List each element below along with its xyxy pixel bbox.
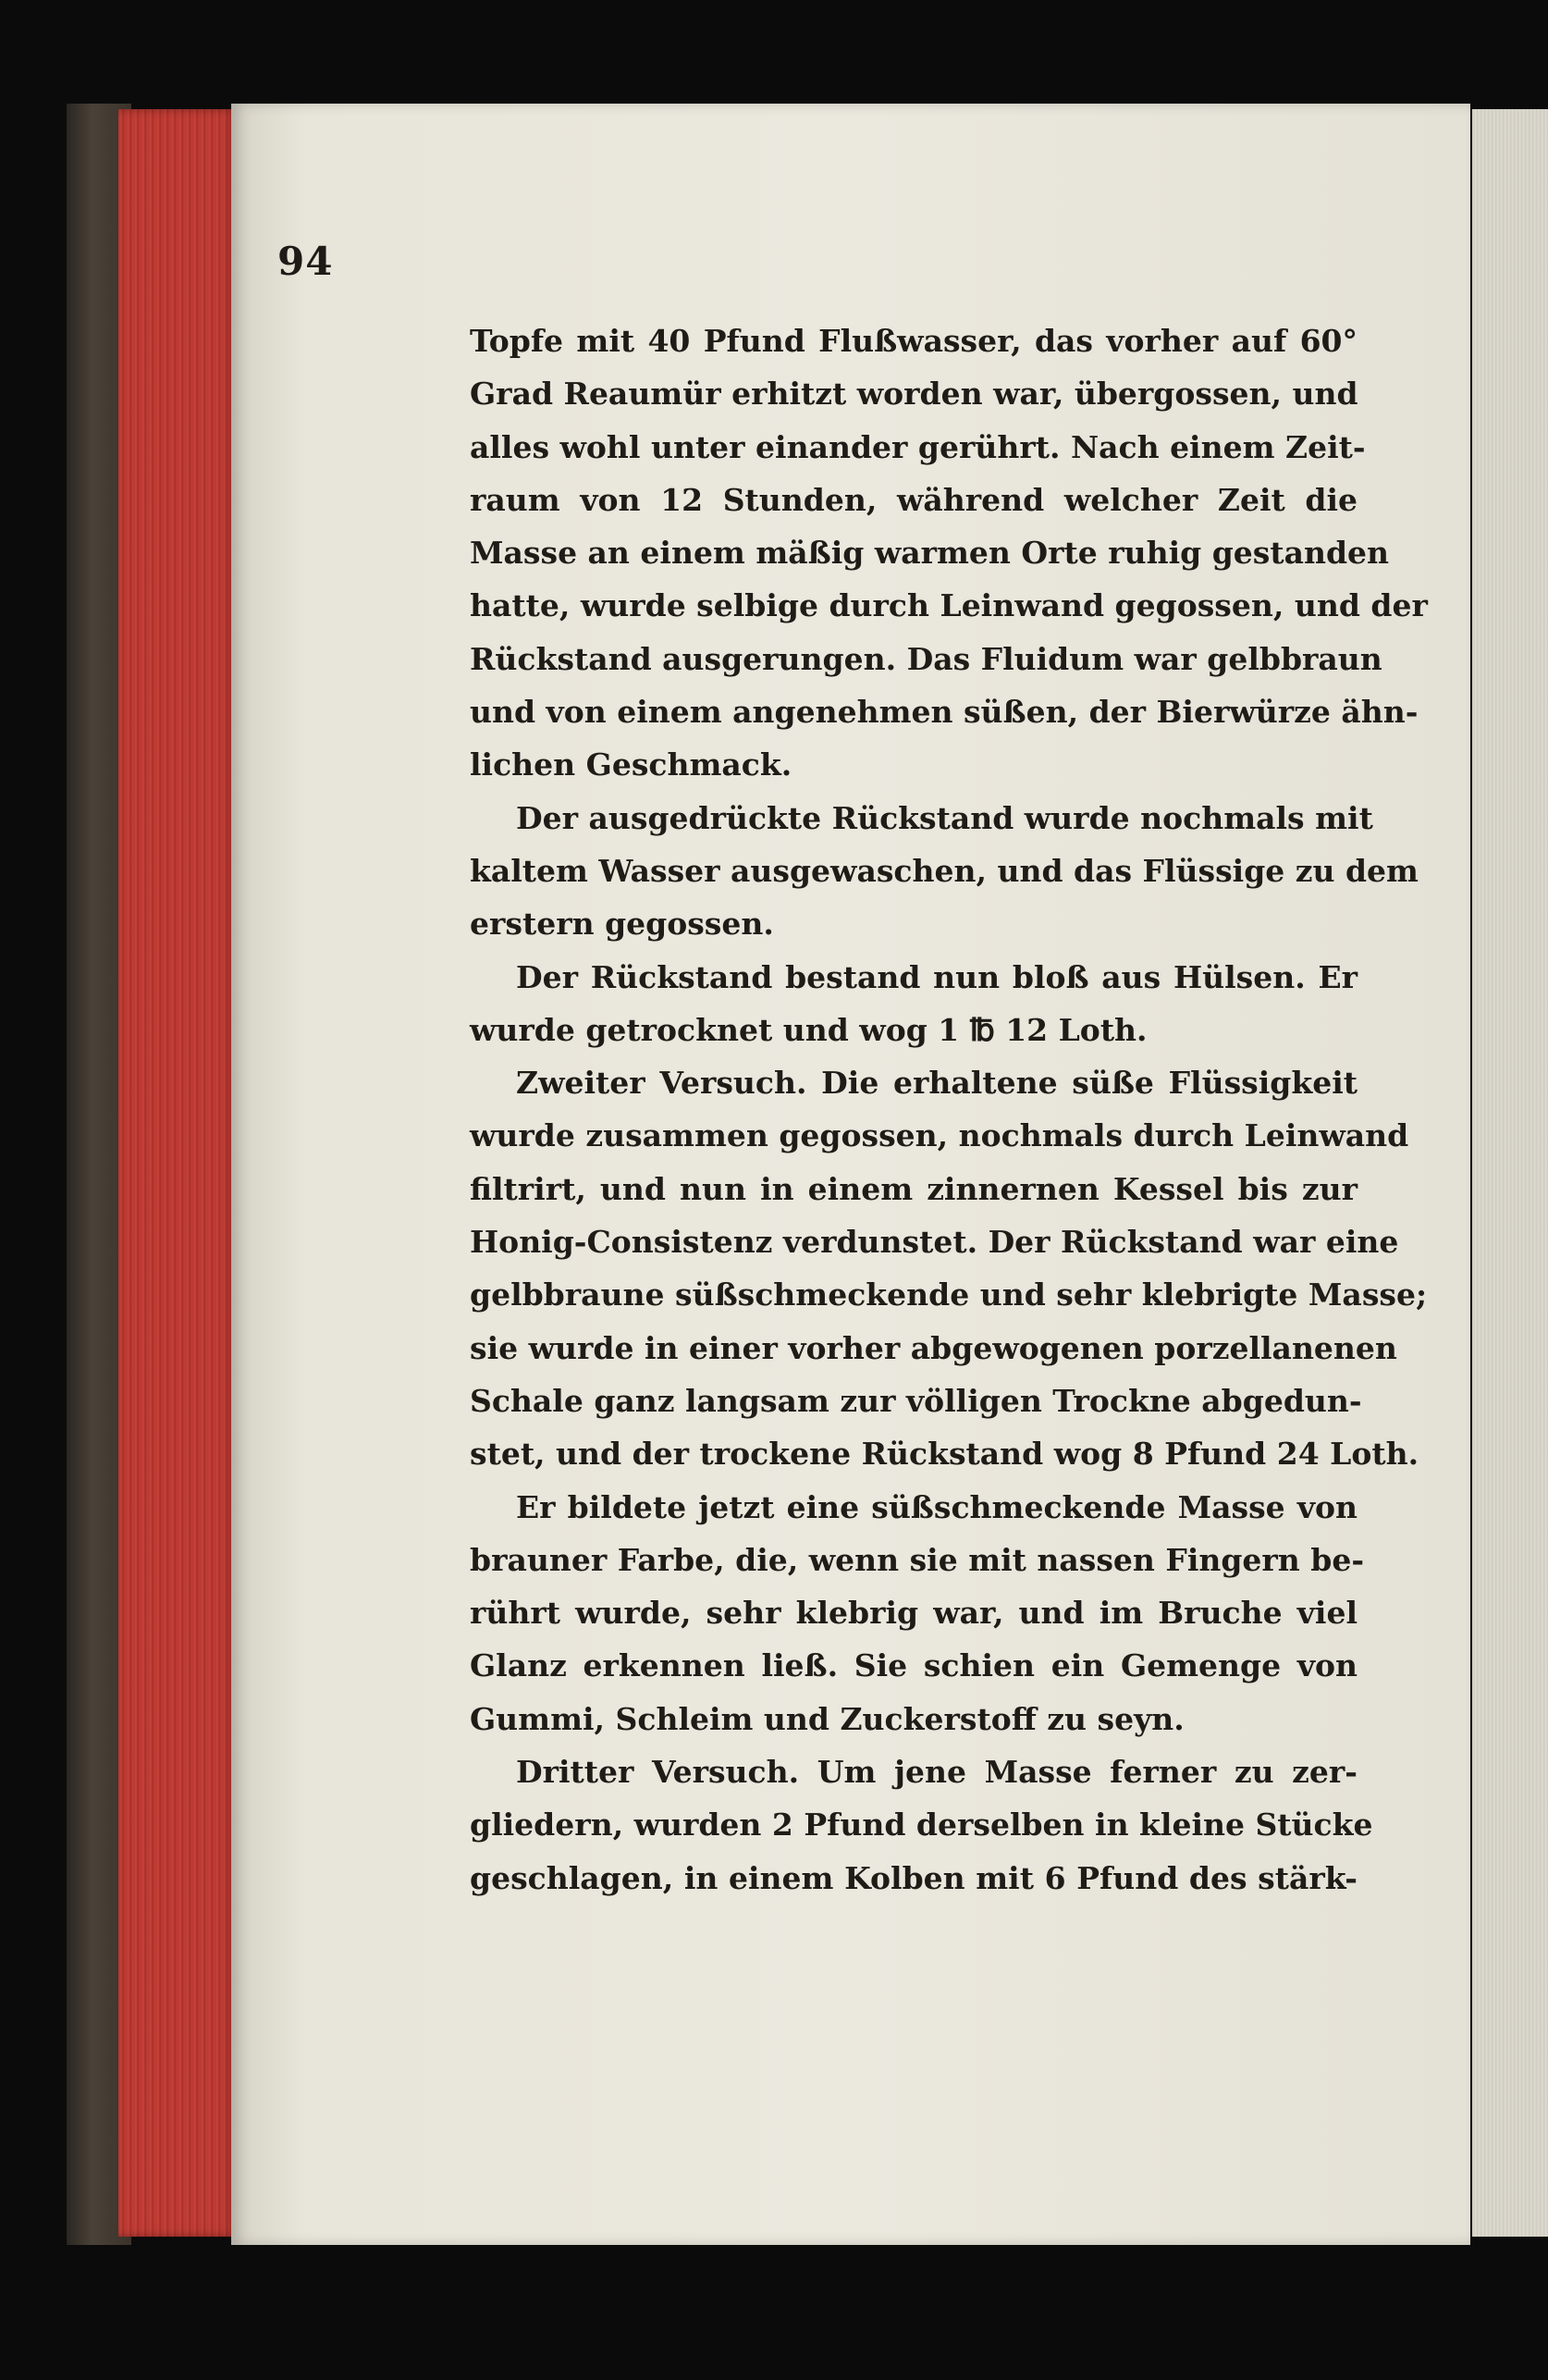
text-line: stet, und der trockene Rückstand wog 8 Pfund 24 Loth.: [470, 1436, 1419, 1473]
text-line: lichen Geschmack.: [470, 746, 792, 783]
text-line: wurde zusammen gegossen, nochmals durch Leinwand: [470, 1117, 1409, 1154]
red-page-edges: [118, 109, 237, 2237]
page-text: [470, 314, 1428, 1905]
page-number: 94: [277, 239, 334, 284]
text-line: Schale ganz langsam zur völligen Trockne abgedun-: [470, 1382, 1362, 1419]
text-line: Grad Reaumür erhitzt worden war, übergossen, und: [470, 376, 1358, 413]
text-line: Honig-Consistenz verdunstet. Der Rückstand war eine: [470, 1224, 1399, 1261]
text-line: raum von 12 Stunden, während welcher Zeit die: [470, 481, 1358, 518]
text-line: Der Rückstand bestand nun bloß aus Hülsen. Er: [516, 958, 1358, 995]
text-line: Topfe mit 40 Pfund Flußwasser, das vorher auf 60°: [470, 323, 1358, 359]
text-line: Masse an einem mäßig warmen Orte ruhig gestanden: [470, 535, 1390, 572]
text-line: hatte, wurde selbige durch Leinwand gegossen, und der: [470, 587, 1428, 624]
text-line: brauner Farbe, die, wenn sie mit nassen Fingern be-: [470, 1541, 1365, 1578]
text-line: alles wohl unter einander gerührt. Nach einem Zeit-: [470, 428, 1366, 465]
text-line: Glanz erkennen ließ. Sie schien ein Gemenge von: [470, 1647, 1358, 1684]
text-line: Der ausgedrückte Rückstand wurde nochmals mit: [516, 799, 1373, 836]
page-stack-right: [1472, 109, 1548, 2237]
text-line: Gummi, Schleim und Zuckerstoff zu seyn.: [470, 1700, 1185, 1737]
text-line: geschlagen, in einem Kolben mit 6 Pfund des stärk-: [470, 1859, 1358, 1896]
text-line: Rückstand ausgerungen. Das Fluidum war gelbbraun: [470, 640, 1382, 677]
text-line: gelbbraune süßschmeckende und sehr klebrigte Masse;: [470, 1276, 1428, 1313]
text-line: sie wurde in einer vorher abgewogenen porzellanenen: [470, 1329, 1397, 1366]
text-line: Zweiter Versuch. Die erhaltene süße Flüssigkeit: [516, 1065, 1358, 1102]
text-line: erstern gegossen.: [470, 906, 774, 943]
text-line: kaltem Wasser ausgewaschen, und das Flüssige zu dem: [470, 852, 1419, 889]
text-line: Dritter Versuch. Um jene Masse ferner zu zer-: [516, 1754, 1358, 1791]
text-line: und von einem angenehmen süßen, der Bierwürze ähn-: [470, 694, 1419, 731]
text-line: rührt wurde, sehr klebrig war, und im Bruche viel: [470, 1595, 1358, 1632]
text-line: gliedern, wurden 2 Pfund derselben in kleine Stücke: [470, 1807, 1373, 1844]
text-line: Er bildete jetzt eine süßschmeckende Masse von: [516, 1488, 1358, 1525]
text-line: wurde getrocknet und wog 1 ℔ 12 Loth.: [470, 1011, 1148, 1048]
text-line: filtrirt, und nun in einem zinnernen Kessel bis zur: [470, 1170, 1358, 1207]
